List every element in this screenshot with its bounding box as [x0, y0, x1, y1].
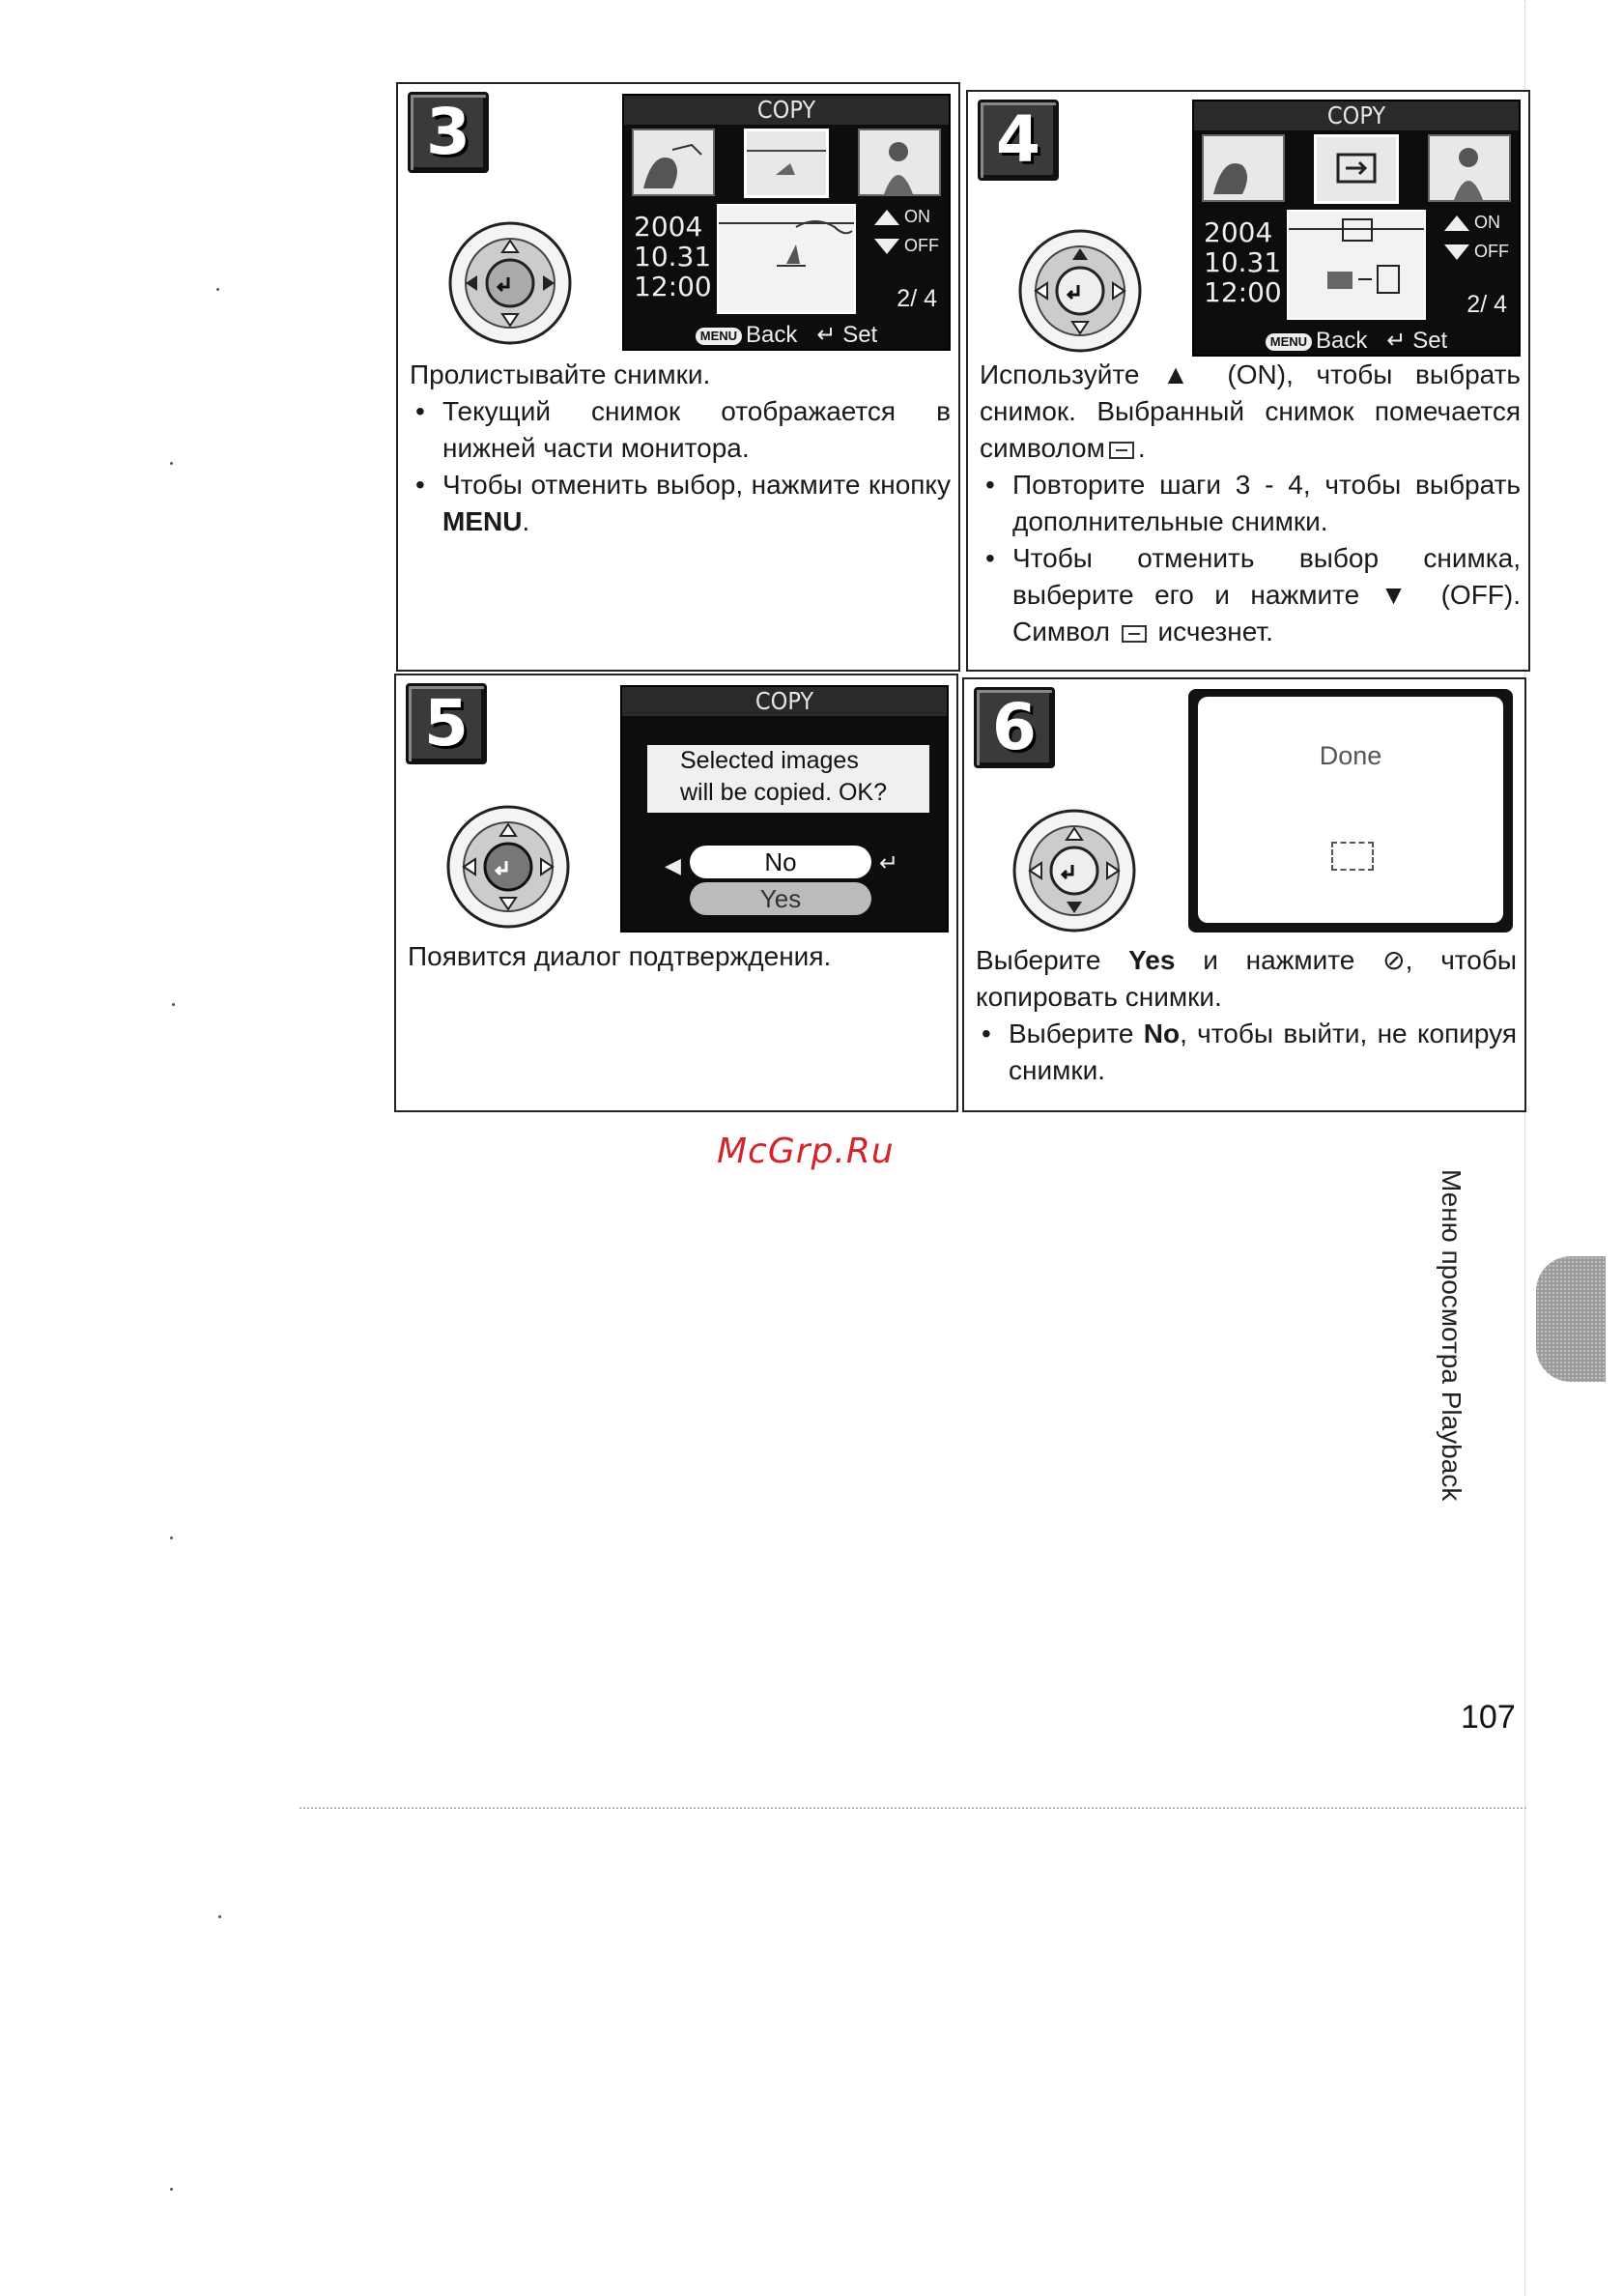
camera-monitor-screen	[1188, 689, 1513, 933]
current-image-preview	[1287, 210, 1426, 320]
step-4-instructions: Используйте ▲ (ON), чтобы выбрать снимок. Выбранный снимок помечается символом . • Повторите шаги 3 - 4, чтобы выбрать дополнительные снимки. • Чтобы отменить выбор снимка, выберите его и нажмите ▼ (OFF). Символ исчезнет.	[980, 357, 1521, 650]
step-3-instructions: Пролистывайте снимки. • Текущий снимок отображается в нижней части монитора. • Чтобы отменить выбор, нажмите кнопку MENU.	[410, 357, 951, 540]
multi-selector-icon	[446, 219, 574, 347]
enter-icon: ↵	[1386, 328, 1407, 354]
screen-footer: MENU Back ↵ Set	[1194, 328, 1519, 355]
thumbnail-image	[1428, 134, 1511, 202]
list-item: • Чтобы отменить выбор снимка, выберите его и нажмите ▼ (OFF). Символ исчезнет.	[980, 540, 1521, 650]
section-side-label: Меню просмотра Playback	[1437, 1169, 1466, 1502]
scan-speck	[170, 462, 173, 465]
camera-monitor-screen	[1192, 100, 1521, 357]
thumbnail-strip	[632, 129, 941, 196]
ok-button-icon: ⊘	[1382, 945, 1406, 975]
watermark: McGrp.Ru	[717, 1132, 895, 1171]
step-number-badge: 3	[408, 92, 489, 173]
list-item: • Выберите No, чтобы выйти, не копируя снимки.	[976, 1016, 1517, 1089]
image-counter: 2/ 4	[1466, 291, 1507, 318]
down-arrow-icon	[874, 239, 899, 254]
menu-key-icon: MENU	[1266, 333, 1312, 351]
step-3-panel	[396, 82, 960, 672]
step-4-panel	[966, 90, 1530, 672]
screen-title: COPY	[1194, 101, 1519, 130]
left-arrow-icon: ◀	[665, 853, 681, 877]
up-arrow-icon	[1444, 215, 1469, 231]
confirmation-message: Selected images will be copied. OK?	[647, 745, 929, 813]
list-item: • Текущий снимок отображается в нижней части монитора.	[410, 393, 951, 467]
image-counter: 2/ 4	[897, 285, 937, 312]
step-number-badge: 4	[978, 100, 1059, 181]
down-arrow-icon	[1444, 244, 1469, 260]
step-5-panel	[394, 674, 958, 1112]
screen-title: COPY	[624, 96, 949, 125]
down-triangle-icon: ▼	[1380, 580, 1421, 610]
list-item: • Чтобы отменить выбор, нажмите кнопку MENU.	[410, 467, 951, 540]
option-no-button[interactable]: No	[690, 846, 871, 878]
thumbnail-image-selected	[1314, 134, 1399, 204]
scan-speck	[216, 288, 219, 291]
on-off-indicator: ON OFF	[874, 207, 939, 255]
copy-mark-icon	[1109, 442, 1134, 459]
step-6-instructions: Выберите Yes и нажмите ⊘, чтобы копировать снимки. • Выберите No, чтобы выйти, не копируя снимки.	[976, 942, 1517, 1089]
scan-speck	[170, 2188, 173, 2191]
up-triangle-icon: ▲	[1162, 359, 1205, 389]
multi-selector-icon	[444, 803, 572, 931]
step-number-badge: 6	[974, 687, 1055, 768]
enter-icon: ↵	[816, 322, 837, 348]
thumbnail-image	[858, 129, 941, 196]
screen-footer: MENU Back ↵ Set	[624, 322, 949, 349]
date-time-readout: 2004 10.31 12:00	[1204, 216, 1282, 308]
steps-grid	[396, 82, 1538, 1112]
bottom-rule	[299, 1807, 1526, 1809]
multi-selector-icon	[1011, 807, 1138, 934]
thumbnail-image-selected	[744, 129, 829, 198]
scan-speck	[218, 1915, 221, 1918]
page-number: 107	[1461, 1699, 1516, 1736]
copy-mark-icon	[1331, 842, 1374, 871]
step-number-badge: 5	[406, 683, 487, 764]
list-item: • Повторите шаги 3 - 4, чтобы выбрать дополнительные снимки.	[980, 467, 1521, 540]
thumbnail-strip	[1202, 134, 1511, 202]
current-image-preview	[717, 204, 856, 314]
up-arrow-icon	[874, 210, 899, 225]
option-yes-button[interactable]: Yes	[690, 882, 871, 915]
camera-monitor-screen	[622, 94, 951, 351]
thumbnail-image	[1202, 134, 1285, 202]
done-message: Done	[1319, 741, 1382, 770]
camera-monitor-screen	[620, 685, 949, 933]
section-tab-marker	[1536, 1256, 1606, 1382]
menu-key-icon: MENU	[696, 328, 742, 345]
scan-speck	[170, 1536, 173, 1539]
scan-speck	[172, 1003, 175, 1006]
multi-selector-icon	[1016, 227, 1144, 355]
step-5-instructions: Появится диалог подтверждения.	[408, 941, 832, 971]
screen-title: COPY	[622, 687, 947, 716]
copy-mark-icon	[1122, 625, 1147, 643]
step-6-panel	[962, 677, 1526, 1112]
on-off-indicator: ON OFF	[1444, 213, 1509, 261]
date-time-readout: 2004 10.31 12:00	[634, 211, 712, 302]
thumbnail-image	[632, 129, 715, 196]
enter-icon: ↵	[879, 850, 899, 876]
